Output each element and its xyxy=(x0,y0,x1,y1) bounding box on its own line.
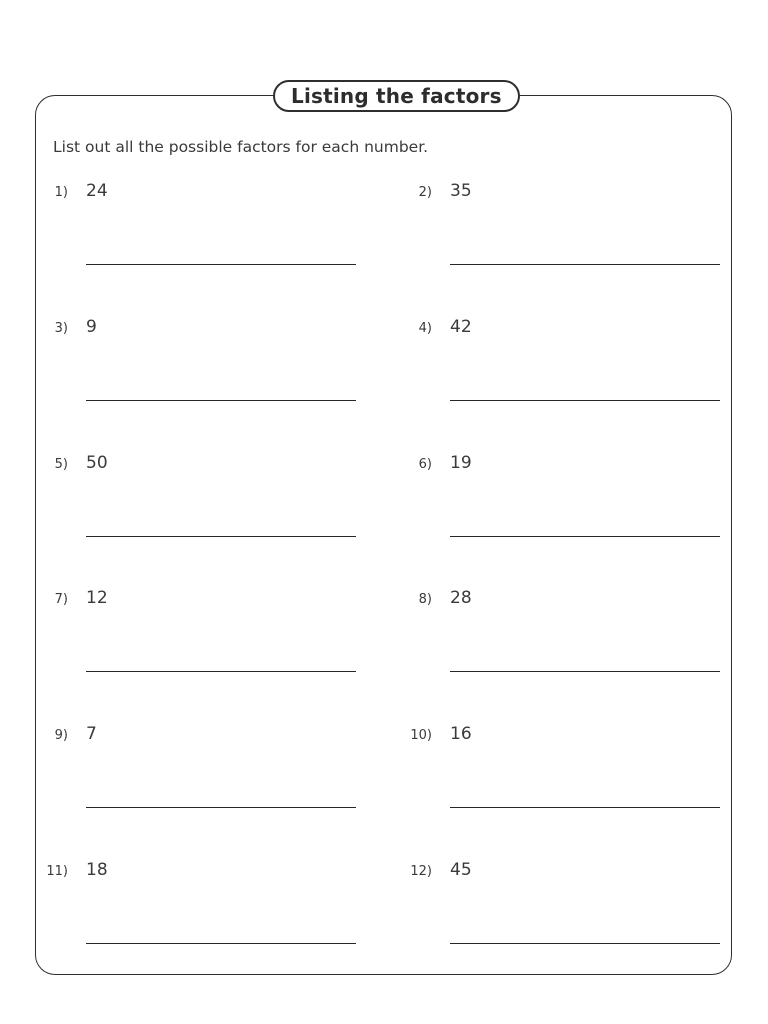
problem-number-label: 10) xyxy=(410,728,432,744)
problem-head xyxy=(399,860,732,882)
problem-item-3 xyxy=(35,316,399,452)
problem-item-1 xyxy=(35,180,399,316)
answer-line[interactable] xyxy=(450,536,720,537)
problem-value: 9 xyxy=(86,316,97,337)
answer-line[interactable] xyxy=(450,400,720,401)
answer-line[interactable] xyxy=(86,671,356,672)
problem-item-11 xyxy=(35,859,399,995)
problem-number-label: 8) xyxy=(418,592,432,608)
problem-head xyxy=(35,453,399,475)
problem-value: 19 xyxy=(450,452,472,473)
problem-head xyxy=(35,860,399,882)
answer-line[interactable] xyxy=(450,671,720,672)
problem-head xyxy=(399,181,732,203)
problem-number-label: 5) xyxy=(54,456,68,472)
problem-item-4 xyxy=(399,316,732,452)
answer-line[interactable] xyxy=(86,943,356,944)
problem-value: 28 xyxy=(450,588,472,609)
problem-item-10 xyxy=(399,723,732,859)
problem-value: 45 xyxy=(450,859,472,880)
problems-grid xyxy=(35,180,732,995)
problem-value: 35 xyxy=(450,181,472,201)
problem-item-7 xyxy=(35,587,399,723)
problem-number-label: 11) xyxy=(46,863,68,879)
problem-number-label: 3) xyxy=(54,320,68,336)
problem-value: 16 xyxy=(450,724,472,745)
problem-number-label: 4) xyxy=(418,320,432,336)
answer-line[interactable] xyxy=(86,807,356,808)
problem-number-label: 7) xyxy=(54,592,68,608)
problem-value: 12 xyxy=(86,588,108,609)
worksheet-title-pill xyxy=(273,80,520,112)
problem-value: 50 xyxy=(86,452,108,473)
problem-head xyxy=(399,317,732,339)
problem-head xyxy=(399,724,732,746)
problem-value: 42 xyxy=(450,316,472,337)
problem-number-label: 6) xyxy=(418,456,432,472)
problem-item-8 xyxy=(399,587,732,723)
problem-number-label: 9) xyxy=(54,728,68,744)
answer-line[interactable] xyxy=(450,264,720,265)
problem-value: 18 xyxy=(86,859,108,880)
problem-number-label: 2) xyxy=(418,185,432,200)
problem-value: 7 xyxy=(86,724,97,745)
answer-line[interactable] xyxy=(86,536,356,537)
worksheet-title: Listing the factors xyxy=(291,84,502,108)
answer-line[interactable] xyxy=(86,264,356,265)
problem-number-label: 1) xyxy=(54,185,68,200)
problem-item-5 xyxy=(35,452,399,588)
problem-head xyxy=(399,588,732,610)
instruction-text: List out all the possible factors for each number. xyxy=(53,138,429,156)
problem-head xyxy=(35,724,399,746)
problem-head xyxy=(399,453,732,475)
problem-value: 24 xyxy=(86,181,108,201)
answer-line[interactable] xyxy=(450,943,720,944)
problem-item-12 xyxy=(399,859,732,995)
answer-line[interactable] xyxy=(450,807,720,808)
problem-item-2 xyxy=(399,180,732,316)
problem-head xyxy=(35,181,399,203)
problem-item-6 xyxy=(399,452,732,588)
problem-head xyxy=(35,317,399,339)
problem-head xyxy=(35,588,399,610)
answer-line[interactable] xyxy=(86,400,356,401)
problem-number-label: 12) xyxy=(410,863,432,879)
problem-item-9 xyxy=(35,723,399,859)
